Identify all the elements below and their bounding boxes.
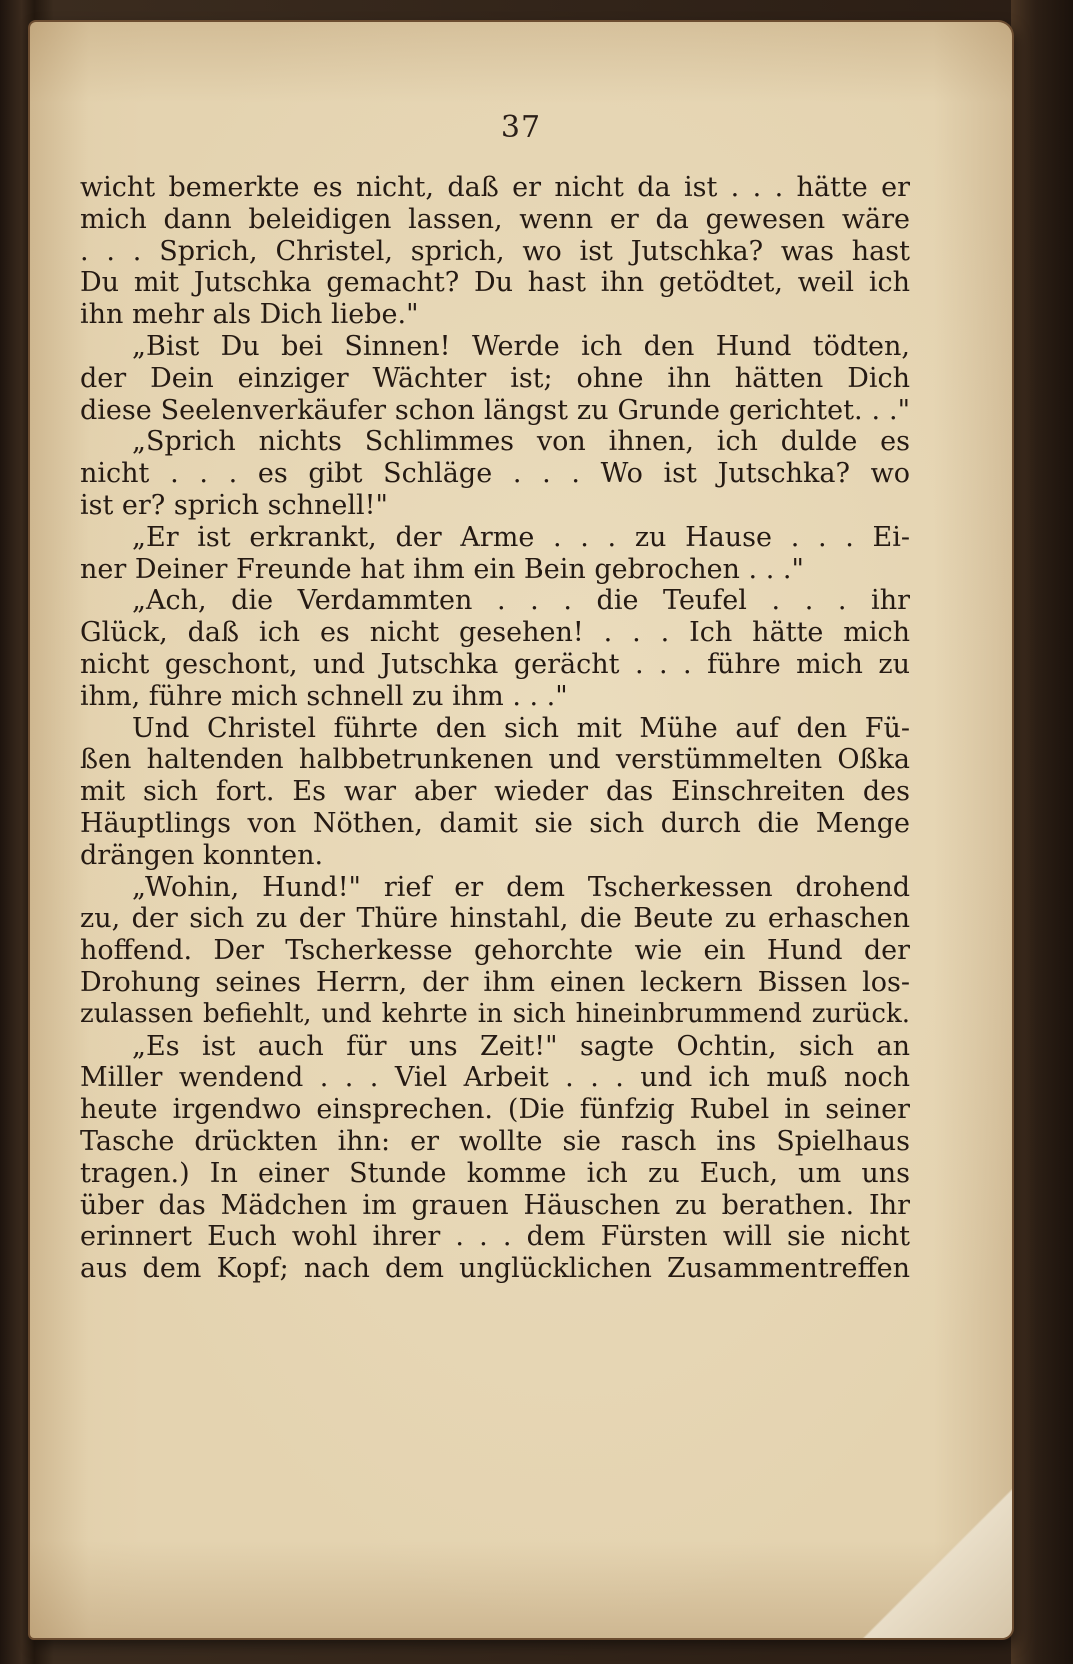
- text-line: „Sprich nichts Schlimmes von ihnen, ich dulde es: [132, 426, 910, 458]
- folded-corner: [862, 1488, 1012, 1638]
- text-line: Und Christel führte den sich mit Mühe auf den Fü-: [132, 712, 910, 744]
- text-line: mich dann beleidigen lassen, wenn er da gewesen wäre: [80, 203, 910, 235]
- text-line: „Wohin, Hund!" rief er dem Tscherkessen drohend: [132, 871, 910, 903]
- text-line: „Es ist auch für uns Zeit!" sagte Ochtin, sich an: [132, 1030, 910, 1062]
- text-line: Häuptlings von Nöthen, damit sie sich durch die Menge: [80, 807, 910, 839]
- text-line: „Bist Du bei Sinnen! Werde ich den Hund tödten,: [132, 330, 910, 362]
- text-line: erinnert Euch wohl ihrer . . . dem Fürsten will sie nicht: [80, 1221, 910, 1253]
- text-line: Tasche drückten ihn: er wollte sie rasch ins Spielhaus: [80, 1125, 910, 1157]
- text-block: [80, 172, 910, 1285]
- text-line: ihm, führe mich schnell zu ihm . . .": [80, 680, 568, 712]
- text-line: . . . Sprich, Christel, sprich, wo ist Jutschka? was hast: [80, 235, 910, 267]
- text-line: Glück, daß ich es nicht gesehen! . . . Ich hätte mich: [80, 617, 910, 649]
- text-line: zulassen befiehlt, und kehrte in sich hineinbrummend zurück.: [80, 998, 910, 1029]
- page-number: 37: [500, 110, 542, 145]
- text-line: wicht bemerkte es nicht, daß er nicht da ist . . . hätte er: [80, 172, 910, 203]
- text-line: ihn mehr als Dich liebe.": [80, 299, 419, 331]
- book-page: [30, 22, 1012, 1638]
- text-line: ist er? sprich schnell!": [80, 489, 388, 521]
- text-line: „Er ist erkrankt, der Arme . . . zu Hause . . . Ei-: [132, 521, 910, 553]
- text-line: Drohung seines Herrn, der ihm einen leckern Bissen los-: [80, 966, 910, 998]
- text-line: zu, der sich zu der Thüre hinstahl, die Beute zu erhaschen: [80, 903, 910, 935]
- text-line: tragen.) In einer Stunde komme ich zu Euch, um uns: [80, 1157, 910, 1189]
- text-line: mit sich fort. Es war aber wieder das Einschreiten des: [80, 776, 910, 808]
- text-line: über das Mädchen im grauen Häuschen zu berathen. Ihr: [80, 1189, 910, 1221]
- text-line: Miller wendend . . . Viel Arbeit . . . und ich muß noch: [80, 1062, 910, 1094]
- text-line: nicht . . . es gibt Schläge . . . Wo ist Jutschka? wo: [80, 458, 910, 490]
- text-line: heute irgendwo einsprechen. (Die fünfzig Rubel in seiner: [80, 1094, 910, 1126]
- text-line: hoffend. Der Tscherkesse gehorchte wie ein Hund der: [80, 935, 910, 967]
- text-line: aus dem Kopf; nach dem unglücklichen Zusammentreffen: [80, 1253, 910, 1285]
- text-line: Du mit Jutschka gemacht? Du hast ihn getödtet, weil ich: [80, 267, 910, 299]
- text-line: ner Deiner Freunde hat ihm ein Bein gebrochen . . .": [80, 553, 804, 585]
- text-line: nicht geschont, und Jutschka gerächt . . . führe mich zu: [80, 648, 910, 680]
- book-cover-edge: [1011, 0, 1073, 1664]
- text-line: drängen konnten.: [80, 839, 324, 871]
- text-line: der Dein einziger Wächter ist; ohne ihn hätten Dich: [80, 362, 910, 394]
- text-line: ßen haltenden halbbetrunkenen und verstümmelten Oßka: [80, 744, 910, 776]
- text-line: diese Seelenverkäufer schon längst zu Grunde gerichtet. . .": [80, 394, 910, 426]
- text-line: „Ach, die Verdammten . . . die Teufel . . . ihr: [132, 585, 910, 617]
